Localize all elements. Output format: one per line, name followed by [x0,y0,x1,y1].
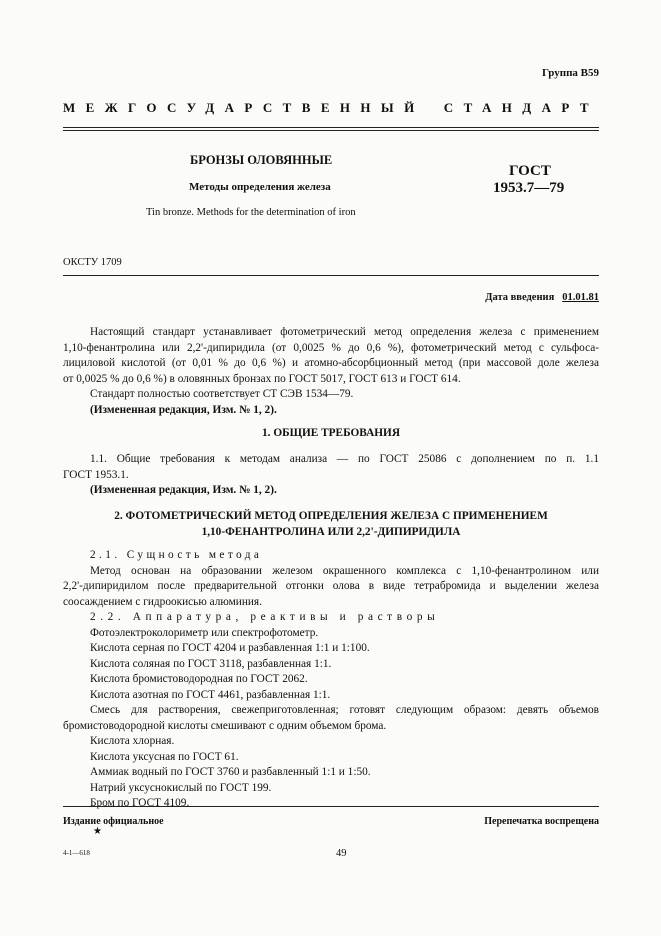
english-title: Tin bronze. Methods for the determination of iron [146,207,356,218]
reagent-item: Бром по ГОСТ 4109. [90,797,190,809]
preamble-line: от 0,0025 % до 0,6 %) в оловянных бронзах по ГОСТ 5017, ГОСТ 613 и ГОСТ 614. [63,372,461,385]
reagent-item: Кислота серная по ГОСТ 4204 и разбавленная 1:1 и 1:100. [90,642,370,654]
section-2-heading-line: 2. ФОТОМЕТРИЧЕСКИЙ МЕТОД ОПРЕДЕЛЕНИЯ ЖЕЛЕЗА С ПРИМЕНЕНИЕМ [114,510,548,522]
gost-number: 1953.7—79 [493,180,565,196]
star-icon: ★ [93,826,102,837]
oksty-rule [63,275,599,276]
preamble-line: Настоящий стандарт устанавливает фотометрический метод определения железа с применением [90,326,599,338]
standard-banner-left: МЕЖГОСУДАРСТВЕННЫЙ [63,100,425,115]
section-2-heading-line: 1,10-ФЕНАНТРОЛИНА ИЛИ 2,2'-ДИПИРИДИЛА [201,525,461,538]
compliance-note: Стандарт полностью соответствует СТ СЭВ 1534—79. [90,388,354,400]
intro-date-label: Дата введения [485,292,555,303]
mixture-line: бромистоводородной кислоты смешивают с одним объемом брома. [63,719,387,732]
intro-date-value: 01.01.81 [562,292,599,303]
print-code: 4-1—618 [63,849,90,857]
mixture-line: Смесь для растворения, свежеприготовленная; готовят следующим образом: девять объемов [90,704,599,716]
preamble-line: лициловой кислотой (от 0,01 % до 0,6 %) и атомно-абсорбционный метод (при массовой доле железа [63,357,599,369]
section-1-line: ГОСТ 1953.1. [63,468,129,481]
oksty-code: ОКСТУ 1709 [63,257,122,268]
essence-line: 2,2'-дипиридилом после предварительной отгонки олова в виде тетрабромида и выделении железа [63,580,599,592]
reagent-item: Кислота хлорная. [90,735,175,747]
section-1-body [63,452,599,499]
document-title: БРОНЗЫ ОЛОВЯННЫЕ [190,153,333,167]
apparatus-heading: 2.2. Аппаратура, реактивы и растворы [90,611,440,623]
reprint-prohibited-label: Перепечатка воспрещена [484,816,599,827]
section-2-heading [63,509,599,540]
edition-note: (Измененная редакция, Изм. № 1, 2). [90,403,277,416]
reagent-item: Кислота азотная по ГОСТ 4461, разбавленная 1:1. [90,688,331,701]
section-1-heading: 1. ОБЩИЕ ТРЕБОВАНИЯ [262,427,400,439]
gost-label: ГОСТ [509,163,551,179]
essence-line: соосаждением с гидроокисью алюминия. [63,595,262,608]
group-code: Группа В59 [541,67,599,79]
reagent-item: Кислота соляная по ГОСТ 3118, разбавленная 1:1. [90,657,332,670]
header-rule-bottom [63,130,599,131]
document-subtitle: Методы определения железа [189,181,331,193]
preamble-line: 1,10-фенантролина или 2,2'-дипиридила (от 0,0025 % до 0,6 %), фотометрический метод с сульфоса- [63,341,599,354]
reagent-item: Кислота уксусная по ГОСТ 61. [90,750,239,763]
header-rule-top [63,127,599,128]
reagent-item: Фотоэлектроколориметр или спектрофотометр. [90,626,319,639]
standard-banner-right: СТАНДАРТ [443,100,599,115]
reagent-item: Кислота бромистоводородная по ГОСТ 2062. [90,673,308,685]
official-edition-label: Издание официальное [63,816,164,827]
reagent-item: Натрий уксуснокислый по ГОСТ 199. [90,781,272,794]
edition-note: (Измененная редакция, Изм. № 1, 2). [90,484,277,496]
footer-rule [63,806,599,807]
section-2-body [63,548,599,812]
introduction-date [485,292,599,303]
essence-heading: 2.1. Сущность метода [90,549,263,561]
page-number: 49 [336,848,347,859]
reagent-item: Аммиак водный по ГОСТ 3760 и разбавленный 1:1 и 1:50. [90,766,371,778]
essence-line: Метод основан на образовании железом окрашенного комплекса с 1,10-фенантролином или [90,564,599,577]
section-1-line: 1.1. Общие требования к методам анализа — по ГОСТ 25086 с дополнением по п. 1.1 [90,453,599,465]
preamble [63,325,599,418]
